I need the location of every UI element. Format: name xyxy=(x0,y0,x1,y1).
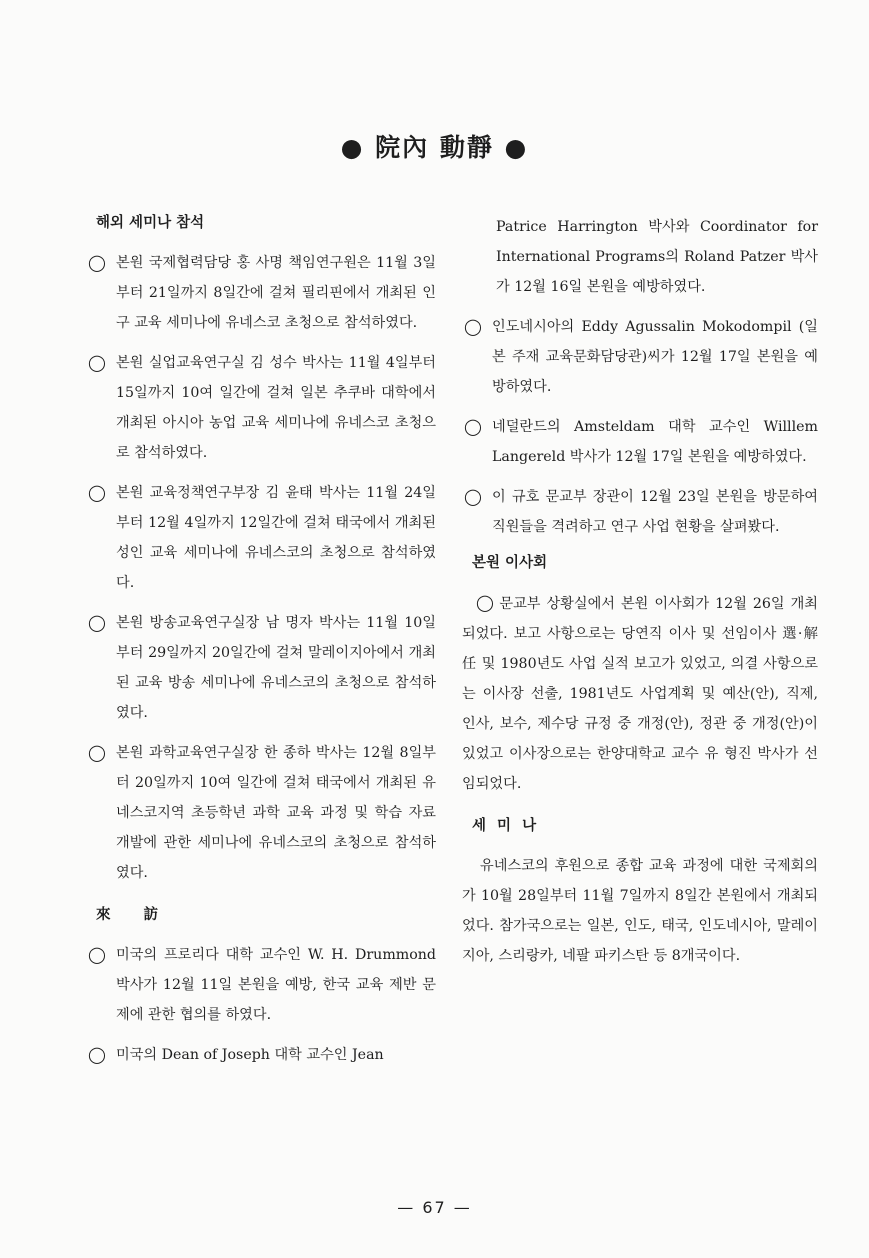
list-item: ◯ 미국의 프로리다 대학 교수인 W. H. Drummond 박사가 12월 11일 본원을 예방, 한국 교육 제반 문제에 관한 협의를 하였다. xyxy=(86,940,436,1030)
circle-bullet-icon: ◯ xyxy=(88,945,106,964)
list-item: ◯ 본원 방송교육연구실장 남 명자 박사는 11월 10일부터 29일까지 20일간에 걸쳐 말레이지아에서 개최된 교육 방송 세미나에 유네스코의 초청으로 참석하였다. xyxy=(86,608,436,728)
list-item: ◯ 미국의 Dean of Joseph 대학 교수인 Jean xyxy=(86,1040,436,1070)
right-column xyxy=(462,212,818,981)
list-item: ◯ 네덜란드의 Amsteldam 대학 교수인 Willlem Langereld 박사가 12월 17일 본원을 예방하였다. xyxy=(462,412,818,472)
list-item: ◯ 본원 교육정책연구부장 김 윤태 박사는 11월 24일부터 12월 4일까지 12일간에 걸쳐 태국에서 개최된 성인 교육 세미나에 유네스코의 초청으로 참석하였다. xyxy=(86,478,436,598)
list-item: ◯ 본원 국제협력담당 홍 사명 책임연구원은 11월 3일부터 21일까지 8일간에 걸쳐 필리핀에서 개최된 인구 교육 세미나에 유네스코 초청으로 참석하였다. xyxy=(86,248,436,338)
circle-bullet-icon: ◯ xyxy=(464,417,482,436)
section-heading-visits: 來 訪 xyxy=(96,907,173,923)
continued-paragraph: Patrice Harrington 박사와 Coordinator for International Programs의 Roland Patzer 박사가 12월 16일 본원을 예방하였다. xyxy=(496,219,818,295)
list-item: ◯ 인도네시아의 Eddy Agussalin Mokodompil (일본 주재 교육문화담당관)씨가 12월 17일 본원을 예방하였다. xyxy=(462,312,818,402)
section-heading-overseas-seminar: 해외 세미나 참석 xyxy=(96,215,205,231)
circle-bullet-icon: ◯ xyxy=(88,743,106,762)
board-paragraph: ◯ 문교부 상황실에서 본원 이사회가 12월 26일 개최되었다. 보고 사항으로는 당연직 이사 및 선임이사 選·解任 및 1980년도 사업 실적 보고가 있었고, 의결 사항으로는 이사장 선출, 1981년도 사업계획 및 예산(안), 직제, 인사, 보수, 제수당 규정 중 개정(안), 정관 중 개정(안)이 있었고 이사장으로는 한양대학교 교수 유 형진 박사가 선임되었다. xyxy=(462,593,819,792)
section-heading-seminar: 세 미 나 xyxy=(472,818,540,834)
circle-bullet-icon: ◯ xyxy=(88,353,106,372)
list-item: ◯ 본원 과학교육연구실장 한 종하 박사는 12월 8일부터 20일까지 10여 일간에 걸쳐 태국에서 개최된 유네스코지역 초등학년 과학 교육 과정 및 학습 자료 개발에 관한 세미나에 유네스코의 초청으로 참석하였다. xyxy=(86,738,436,888)
circle-bullet-icon: ◯ xyxy=(88,483,106,502)
circle-bullet-icon: ◯ xyxy=(88,1045,106,1064)
list-item: ◯ 이 규호 문교부 장관이 12월 23일 본원을 방문하여 직원들을 격려하고 연구 사업 현황을 살펴봤다. xyxy=(462,482,818,542)
page-title: ● 院內 動靜 ● xyxy=(340,133,529,162)
page-number: — 67 — xyxy=(397,1198,472,1217)
left-column xyxy=(86,212,436,1080)
circle-bullet-icon: ◯ xyxy=(464,317,482,336)
circle-bullet-icon: ◯ xyxy=(88,613,106,632)
list-item: ◯ 본원 실업교육연구실 김 성수 박사는 11월 4일부터 15일까지 10여 일간에 걸쳐 일본 추쿠바 대학에서 개최된 아시아 농업 교육 세미나에 유네스코 초청으로 참석하였다. xyxy=(86,348,436,468)
circle-bullet-icon: ◯ xyxy=(88,253,106,272)
circle-bullet-icon: ◯ xyxy=(464,487,482,506)
seminar-paragraph: 유네스코의 후원으로 종합 교육 과정에 대한 국제회의가 10월 28일부터 11월 7일까지 8일간 본원에서 개최되었다. 참가국으로는 일본, 인도, 태국, 인도네시아, 말레이지아, 스리랑카, 네팔 파키스탄 등 8개국이다. xyxy=(462,858,818,964)
circle-bullet-icon: ◯ xyxy=(476,593,496,612)
section-heading-board: 본원 이사회 xyxy=(472,555,548,571)
